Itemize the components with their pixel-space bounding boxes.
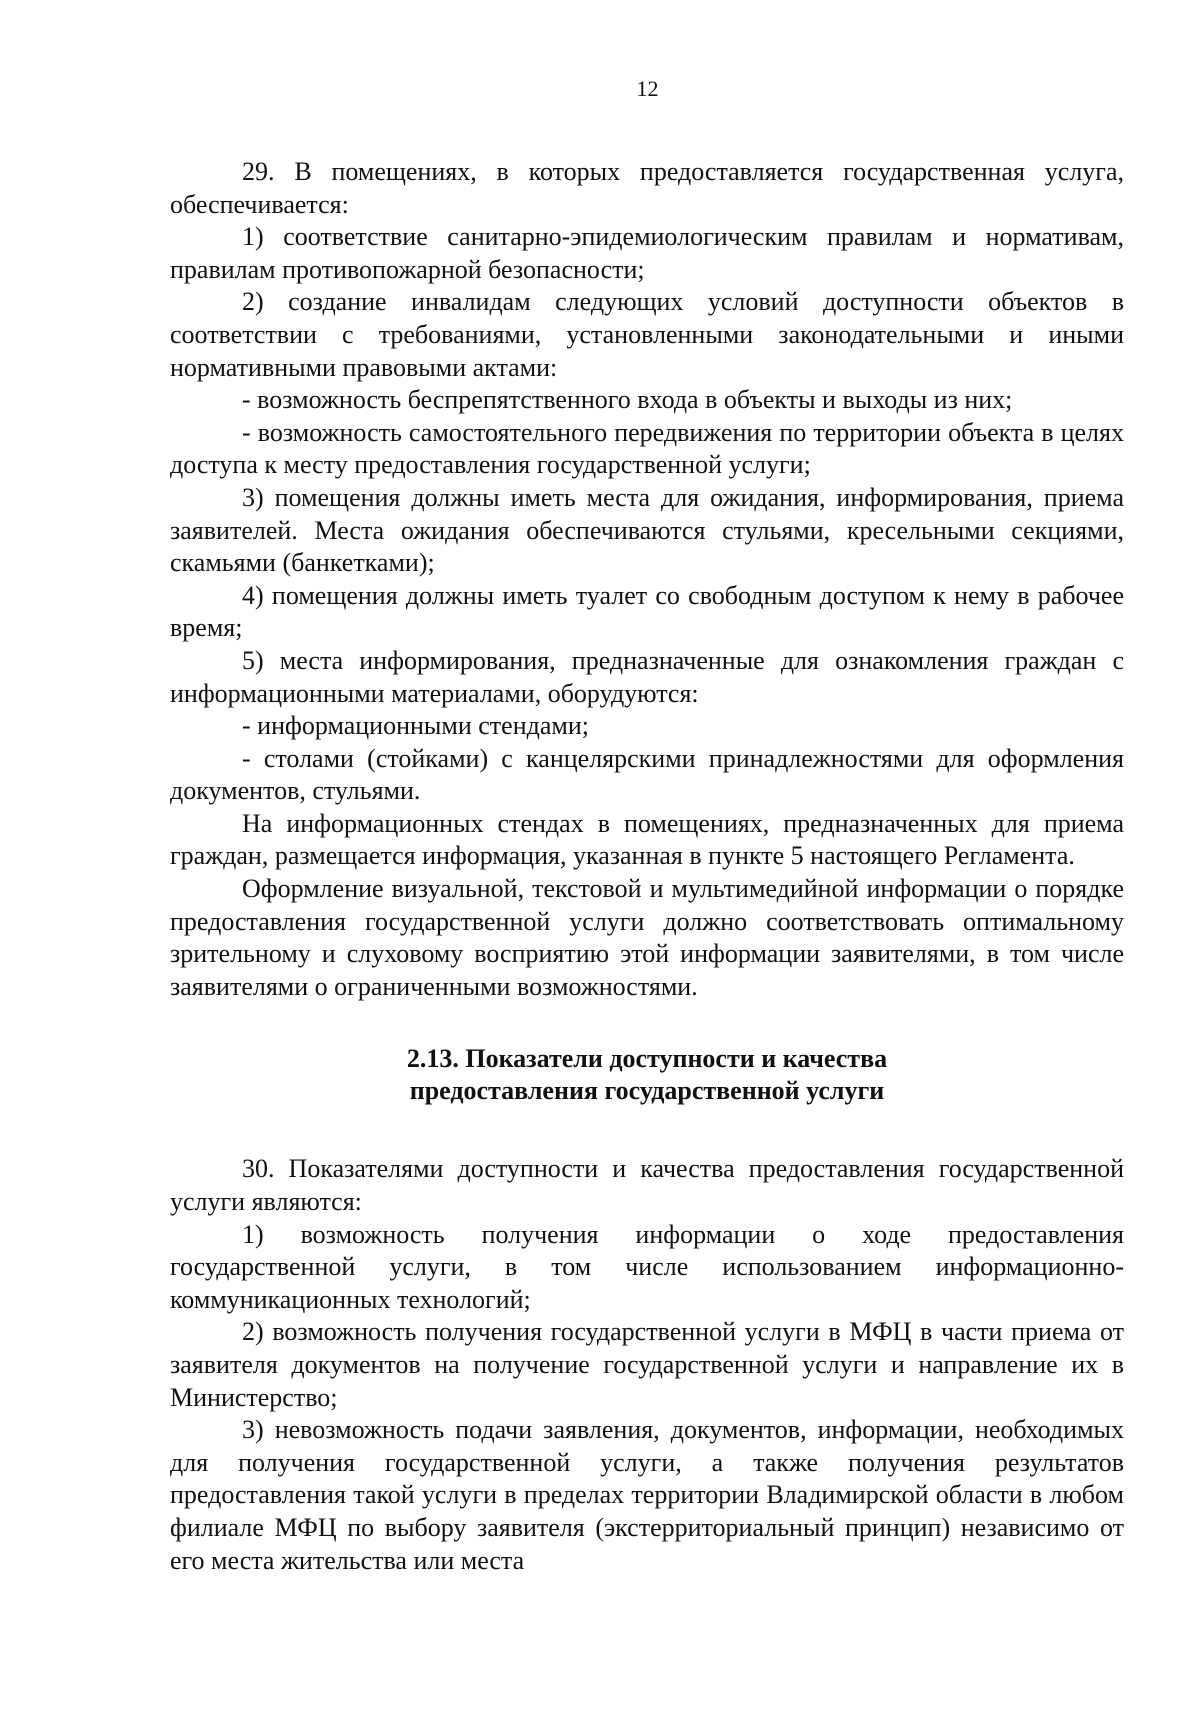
indicator-item-2: 2) возможность получения государственной услуги в МФЦ в части приема от заявителя документов на получение государственной услуги и направление их в Министерство;	[170, 1317, 1124, 1412]
document-body	[170, 156, 1124, 1577]
list-item-3: 3) помещения должны иметь места для ожидания, информирования, приема заявителей. Места ожидания обеспечиваются стульями, кресельными секциями, скамьями (банкетками);	[170, 482, 1124, 578]
indicator-item-3: 3) невозможность подачи заявления, документов, информации, необходимых для получения государственной услуги, а также получения результатов предоставления такой услуги в пределах территории Владимирской области в любом филиале МФЦ по выбору заявителя (экстерриториальный принцип) независимо от его места жительства или места	[170, 1415, 1124, 1575]
page-number: 12	[636, 76, 659, 101]
paragraph-info-stands: На информационных стендах в помещениях, предназначенных для приема граждан, размещается информация, указанная в пункте 5 настоящего Регламента.	[170, 808, 1124, 871]
indicator-item-1: 1) возможность получения информации о ходе предоставления государственной услуги, в том числе использованием информационно-коммуникационных технологий;	[170, 1219, 1124, 1314]
bullet-item-movement: - возможность самостоятельного передвижения по территории объекта в целях доступа к месту предоставления государственной услуги;	[170, 417, 1124, 480]
list-item-1: 1) соответствие санитарно-эпидемиологическим правилам и нормативам, правилам противопожарной безопасности;	[170, 222, 1124, 284]
bullet-item-stands: - информационными стендами;	[242, 711, 589, 741]
section-heading-line-1: 2.13. Показатели доступности и качества	[406, 1044, 888, 1074]
paragraph-29: 29. В помещениях, в которых предоставляется государственная услуга, обеспечивается:	[170, 157, 1124, 219]
paragraph-30: 30. Показателями доступности и качества предоставления государственной услуги являются:	[170, 1154, 1124, 1217]
bullet-item-tables: - столами (стойками) с канцелярскими принадлежностями для оформления документов, стульями.	[170, 743, 1124, 806]
paragraph-visual-info: Оформление визуальной, текстовой и мультимедийной информации о порядке предоставления государственной услуги должно соответствовать оптимальному зрительному и слуховому восприятию этой информации заявителями, в том числе заявителями о ограниченными возможностями.	[170, 874, 1124, 1001]
section-heading-line-2: предоставления государственной услуги	[409, 1076, 885, 1106]
section-heading	[170, 1043, 1124, 1107]
bullet-item-entry: - возможность беспрепятственного входа в объекты и выходы из них;	[242, 385, 1013, 415]
list-item-4: 4) помещения должны иметь туалет со свободным доступом к нему в рабочее время;	[170, 580, 1124, 643]
list-item-5: 5) места информирования, предназначенные для ознакомления граждан с информационными материалами, оборудуются:	[170, 645, 1124, 708]
list-item-2: 2) создание инвалидам следующих условий доступности объектов в соответствии с требованиями, установленными законодательными и иными нормативными правовыми актами:	[170, 287, 1124, 382]
